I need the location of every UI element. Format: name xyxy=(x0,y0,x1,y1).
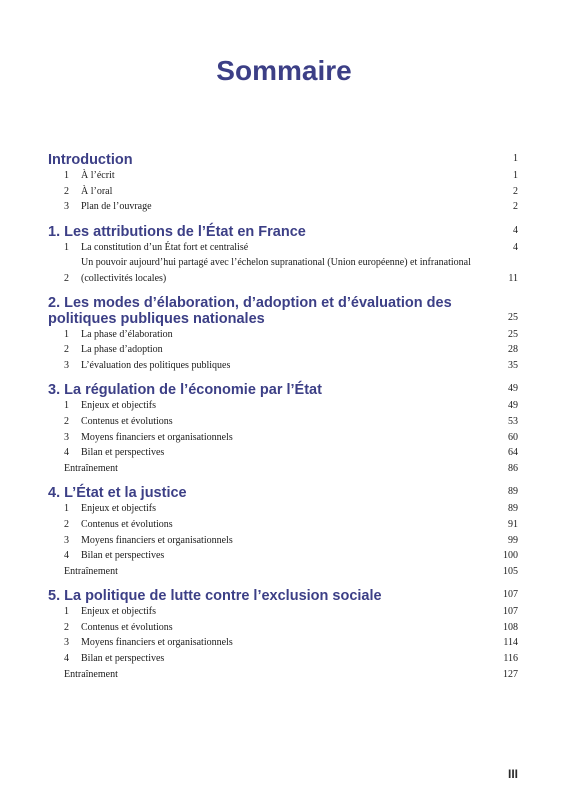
toc-entry[interactable] xyxy=(48,168,518,184)
entry-page-number: 108 xyxy=(503,621,518,633)
toc-entry[interactable] xyxy=(48,255,518,286)
entry-page-number: 53 xyxy=(508,415,518,427)
entry-page-number: 99 xyxy=(508,534,518,546)
entry-number: 1 xyxy=(64,400,69,412)
toc-section-heading[interactable] xyxy=(48,292,518,327)
section-title: 3. La régulation de l’économie par l’État xyxy=(48,382,322,399)
entry-label: Moyens financiers et organisationnels xyxy=(81,534,233,546)
entry-label: Plan de l’ouvrage xyxy=(81,201,152,213)
entry-number: 2 xyxy=(64,518,69,530)
section-title: Introduction xyxy=(48,152,133,168)
toc-entry[interactable] xyxy=(48,517,518,533)
toc-entry[interactable] xyxy=(48,635,518,651)
toc-entry[interactable] xyxy=(48,342,518,358)
entry-label: Bilan et perspectives xyxy=(81,447,165,459)
entry-label: Contenus et évolutions xyxy=(81,415,173,427)
entry-label: Enjeux et objectifs xyxy=(81,606,156,618)
entry-page-number: 89 xyxy=(508,503,518,515)
toc-section-heading[interactable] xyxy=(48,220,518,240)
training-page-number: 86 xyxy=(508,462,518,474)
entry-number: 2 xyxy=(64,272,69,284)
entry-page-number: 1 xyxy=(513,170,518,181)
entry-label: À l’oral xyxy=(81,185,113,197)
entry-number: 1 xyxy=(64,503,69,515)
toc-section xyxy=(48,292,518,374)
entry-number: 3 xyxy=(64,431,69,443)
entry-page-number: 116 xyxy=(503,653,518,665)
entry-number: 4 xyxy=(64,550,69,562)
toc-entry[interactable] xyxy=(48,620,518,636)
section-page-number: 25 xyxy=(508,311,518,323)
entry-number: 4 xyxy=(64,653,69,665)
entry-label: Bilan et perspectives xyxy=(81,653,165,665)
section-page-number: 107 xyxy=(503,589,518,601)
section-page-number: 49 xyxy=(508,383,518,395)
entry-label: La phase d’adoption xyxy=(81,344,163,356)
toc-entry-training[interactable] xyxy=(48,564,518,580)
entry-page-number: 64 xyxy=(508,447,518,459)
section-title: 2. Les modes d’élaboration, d’adoption et d’évaluation des politiques publiques nationales xyxy=(48,294,452,327)
toc-entry[interactable] xyxy=(48,604,518,620)
training-label: Entraînement xyxy=(64,565,118,577)
entry-label: À l’écrit xyxy=(81,170,115,181)
toc-entry[interactable] xyxy=(48,184,518,200)
entry-number: 3 xyxy=(64,359,69,371)
toc-entry[interactable] xyxy=(48,533,518,549)
entry-label: Moyens financiers et organisationnels xyxy=(81,637,233,649)
toc-entry[interactable] xyxy=(48,414,518,430)
entry-label: Contenus et évolutions xyxy=(81,518,173,530)
section-title: 1. Les attributions de l’État en France xyxy=(48,223,306,240)
toc-section-heading[interactable] xyxy=(48,378,518,398)
toc-entry[interactable] xyxy=(48,445,518,461)
toc-section xyxy=(48,584,518,682)
toc-entry-training[interactable] xyxy=(48,667,518,683)
entry-number: 1 xyxy=(64,241,69,253)
toc-entry[interactable] xyxy=(48,327,518,343)
toc-section-heading[interactable] xyxy=(48,148,518,168)
entry-label: La phase d’élaboration xyxy=(81,328,173,340)
entry-label: Un pouvoir aujourd’hui partagé avec l’échelon supranational (Union européenne) et infranational (collectivités locales) xyxy=(81,257,471,284)
toc-entry[interactable] xyxy=(48,240,518,256)
entry-number: 1 xyxy=(64,328,69,340)
toc-section-heading[interactable] xyxy=(48,481,518,501)
section-page-number: 4 xyxy=(513,224,518,236)
toc-entry[interactable] xyxy=(48,199,518,215)
entry-label: Moyens financiers et organisationnels xyxy=(81,431,233,443)
entry-page-number: 49 xyxy=(508,400,518,412)
training-page-number: 105 xyxy=(503,565,518,577)
toc-entry[interactable] xyxy=(48,358,518,374)
entry-page-number: 91 xyxy=(508,518,518,530)
entry-label: La constitution d’un État fort et centralisé xyxy=(81,241,249,253)
entry-number: 3 xyxy=(64,201,69,213)
toc-entry[interactable] xyxy=(48,548,518,564)
toc-entry[interactable] xyxy=(48,651,518,667)
toc-section xyxy=(48,481,518,579)
entry-number: 2 xyxy=(64,344,69,356)
section-page-number: 89 xyxy=(508,486,518,498)
entry-page-number: 114 xyxy=(503,637,518,649)
entry-label: Contenus et évolutions xyxy=(81,621,173,633)
section-title: 5. La politique de lutte contre l’exclusion sociale xyxy=(48,588,382,605)
entry-label: Enjeux et objectifs xyxy=(81,503,156,515)
entry-page-number: 28 xyxy=(508,344,518,356)
entry-page-number: 107 xyxy=(503,606,518,618)
section-page-number: 1 xyxy=(513,153,518,164)
entry-number: 1 xyxy=(64,606,69,618)
toc-section xyxy=(48,220,518,287)
entry-page-number: 2 xyxy=(513,201,518,213)
training-label: Entraînement xyxy=(64,668,118,680)
toc-section-heading[interactable] xyxy=(48,584,518,604)
entry-label: Bilan et perspectives xyxy=(81,550,165,562)
entry-number: 1 xyxy=(64,170,69,181)
entry-number: 2 xyxy=(64,621,69,633)
entry-label: Enjeux et objectifs xyxy=(81,400,156,412)
entry-page-number: 35 xyxy=(508,359,518,371)
page-title: Sommaire xyxy=(216,55,352,86)
toc-entry[interactable] xyxy=(48,501,518,517)
training-page-number: 127 xyxy=(503,668,518,680)
training-label: Entraînement xyxy=(64,462,118,474)
entry-number: 4 xyxy=(64,447,69,459)
entry-page-number: 100 xyxy=(503,550,518,562)
toc-entry[interactable] xyxy=(48,398,518,414)
toc-section xyxy=(48,378,518,476)
toc-section xyxy=(48,148,518,215)
entry-number: 2 xyxy=(64,415,69,427)
toc-entry-training[interactable] xyxy=(48,461,518,477)
page-number: III xyxy=(507,767,518,781)
entry-page-number: 11 xyxy=(508,272,518,284)
entry-number: 3 xyxy=(64,637,69,649)
entry-page-number: 25 xyxy=(508,328,518,340)
table-of-contents xyxy=(48,148,518,687)
toc-entry[interactable] xyxy=(48,430,518,446)
entry-number: 3 xyxy=(64,534,69,546)
entry-label: L’évaluation des politiques publiques xyxy=(81,359,231,371)
entry-page-number: 2 xyxy=(513,185,518,197)
entry-page-number: 60 xyxy=(508,431,518,443)
section-title: 4. L’État et la justice xyxy=(48,485,187,502)
entry-page-number: 4 xyxy=(513,241,518,253)
entry-number: 2 xyxy=(64,185,69,197)
